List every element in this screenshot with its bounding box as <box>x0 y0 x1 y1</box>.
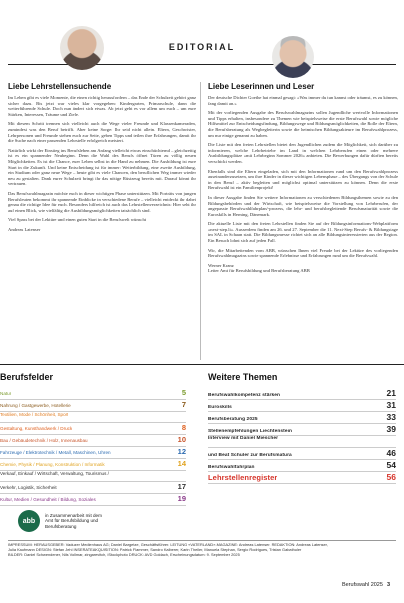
toc-item[interactable]: Fahrzeuge / Elektrotechnik / Metall, Maschinen, Uhren 12 <box>0 447 186 459</box>
editorial-right-paragraph: Die Liste mit den freien Lehrstellen bietet den Jugendlichen zudem die Möglichkeit, sich darüber zu informieren, welche Lehrbetriebe im Land in welchen Lehrberufen einen oder mehrere Ausbildungsplätze «mit Lehrbeginn Sommer 2026» anbieten. Die Bewerbungen dafür dürften bereits verschickt werden. <box>208 142 398 164</box>
editorial-left <box>8 82 196 232</box>
editorial-right-signature-role: Leiter Amt für Berufsbildung und Berufsberatung ABB <box>208 268 310 274</box>
footer-label: Berufswahl 2025 <box>341 582 383 588</box>
column-divider <box>200 82 201 360</box>
toc-item-register[interactable]: Lehrstellenregister 56 <box>208 472 396 482</box>
toc-item[interactable]: Natur 5 <box>0 388 186 400</box>
imprint: IMPRESSUM: HERAUSGEBER: Vaduzer Medienhaus AG; Daniel Bargetze, Geschäftsführer. LEITUNG «VATERLAND»-MAGAZINE: Andreas Latenser. REDAKTION: Andreas Latenser, Julia Kaufmann DESIGN: Stefan Jehl INSERATEAKQUISITION: Patrick Flammer, Sandro Kalberer, Karin Theiler, Manuela Stephan, Sergio Rodrigues, Tristan Gabathuler BILDER: Daniel Schwendener, Nils Vollmar, zingarevitch, iStockphoto DRUCK: AVD Goldach, Erscheinungsdatum: 9. September 2025 <box>8 542 328 557</box>
editorial-left-paragraph: Mit diesem Schritt trennen sich vielleicht auch die Wege vieler Freunde und Klassenkameraden, zumindest was den Beruf betrifft. Aber keine Sorge: Ihr seid nicht allein. Eltern, Geschwister, Lehrpersonen und Freunde stehen euch zur Seite, geben Tipps und teilen ihre Erfahrungen, damit ihr die Suche nach einer passenden Lehrstelle erfolgreich meistert. <box>8 121 196 144</box>
editorial-right-paragraph: In dieser Ausgabe finden Sie weitere Informationen zu verschiedenen Bildungsthemen sowie zu den Bildungsbehörden und der Wirtschaft, wie beispielsweise die Vorstellung von Lehrberufen, der angepasste Berufswahlfahrplan/-prozess, die lehr- und berufsbegleitende Berufsmaturität sowie die Euroskills in Herning, Dänemark. <box>208 194 398 217</box>
toc-item[interactable]: Chemie, Physik / Planung, Konstruktion / Informatik 14 <box>0 459 186 471</box>
toc-item[interactable]: Gestaltung, Kunsthandwerk / Druck 8 <box>0 423 186 435</box>
divider <box>0 364 404 365</box>
editorial-right-paragraph: Die aktuelle Liste mit den freien Lehrstellen finden Sie auf der Bildungsinformations-Webplattform «next-step.li». Ausserdem finden am 26. und 27. September die 11. Next-Step Berufs- & Bildungstage im SAL in Schaan statt. Die Bildungsmesse richtet sich an alle Bildungsinteressierten aus der Region. Ein Besuch lohnt sich auf jeden Fall. <box>208 221 398 244</box>
toc-item[interactable]: und Beat Schuler zur Berufsmatura 46 <box>208 448 396 458</box>
weitere-themen-list <box>208 388 396 484</box>
editorial-left-paragraph: Im Leben gibt es viele Momente, die einen richtig herausfordern – das Ende der Schulzeit gehört ganz sicher dazu. Bis jetzt war vieles klar vorgegeben: Kindergarten, Primarschule, dann die weiterführende Schule. Doch nun ändert sich etwas. Ab jetzt geht es vor allem um euch – um eure Stärken, Interessen, Träume und Ziele. <box>8 95 196 117</box>
berufsfelder-title: Berufsfelder <box>0 372 54 382</box>
editorial-right-heading: Liebe Leserinnen und Leser <box>208 82 315 91</box>
author-photo-werner <box>272 36 314 78</box>
toc-item[interactable]: Verkauf, Einkauf / Wirtschaft, Verwaltung, Tourismus / <box>0 471 186 483</box>
editorial-left-signature: Andreas Latenser <box>8 226 41 232</box>
partner-block <box>18 510 102 532</box>
editorial-right-paragraph: Mit der vorliegenden Ausgabe des Berufswahlmagazins sollen Jugendliche wertvolle Informationen und Tipps erhalten, insbesondere zu Themen wie beispielsweise die erste Berufswahl sowie mögliche Hilfsmittel zur Entscheidungsfindung, Bildungswege und Bildungsmöglichkeiten, die Rolle der Eltern, die Berufsberatung als Wegbegleiterin sowie die heimischen Bildungsakteure im Berufswahlprozess, um nur einige genannt zu haben. <box>208 110 398 138</box>
toc-item[interactable]: Euroskills 31 <box>208 400 396 410</box>
page-title: EDITORIAL <box>168 42 236 52</box>
page-number: 3 <box>386 582 390 588</box>
partner-text: in Zusammenarbeit mit dem Amt für Berufsbildung und Berufsberatung <box>45 512 102 529</box>
toc-item[interactable]: Bau / Gebäudetechnik / Holz, Innenausbau 10 <box>0 435 186 447</box>
editorial-left-paragraph: Das Berufswahlmagazin möchte euch in dieser wichtigen Phase unterstützen. Mit Porträts von jungen Berufsleuten bekommt ihr spannende Einblicke in verschiedene Berufe – vielleicht entdeckt ihr dabei genau die richtige Idee für euch. Besonders hilfreich ist auch das Lehrstellenverzeichnis: Hier seht ihr auf einen Blick, wie vielfältig die Ausbildungsmöglichkeiten tatsächlich sind. <box>8 190 196 213</box>
divider <box>8 540 396 541</box>
toc-item[interactable]: Interview mit Daniel Miescher <box>208 436 396 448</box>
editorial-left-paragraph: Natürlich wirkt der Einstieg ins Berufsleben am Anfang vielleicht etwas einschüchternd – gleichzeitig ist es ein spannender Neubeginn. Denn die Wahl des Berufs öffnet Türen zu völlig neuen Möglichkeiten. Es ist die Chance, euer Leben selbst in die Hand zu nehmen. Die Ausbildung ist eure Start in die Zukunft. Und keine Entscheidung ist für immer: Weiterbildung, eine zweite Ausbildung, ein Studium oder ganz neue Wege – heute gibt es viele Chancen, den beruflichen Weg immer wieder neu zu gestalten. Dank eurer Schulzeit bringt ihr das nötige Rüstzeug bereits mit. Darauf könnt ihr vertrauen. <box>8 147 196 187</box>
editorial-right-signature-name: Werner Kranz <box>208 262 234 268</box>
toc-item[interactable]: Textilien, Mode / Schönheit, Sport <box>0 412 186 424</box>
abb-logo: abb <box>18 510 40 532</box>
editorial-right-paragraph: Der deutsche Dichter Goethe hat einmal gesagt: «Was immer du tun kannst oder träumst, es zu können, fang damit an.» <box>208 95 398 106</box>
toc-item[interactable]: Berufsberatung 2025 33 <box>208 412 396 422</box>
weitere-themen-title: Weitere Themen <box>208 372 278 382</box>
berufsfelder-list <box>0 388 186 506</box>
toc-item[interactable]: Berufswahlfahrplan 54 <box>208 460 396 470</box>
editorial-right-paragraph: Wir, die Mitarbeitenden vom ABB, wünschen Ihnen viel Freude bei der Lektüre des vorliegenden Berufswahlmagazins sowie spannende Erlebnisse und Erfahrungen rund um die Berufswahl. <box>208 247 398 259</box>
editorial-right <box>208 82 398 274</box>
editorial-left-paragraph: Viel Spass bei der Lektüre und einen guten Start in die Berufswelt wünscht <box>8 217 147 223</box>
editorial-right-paragraph: Ebenfalls sind die Eltern eingeladen, sich mit den Informationen rund um den Berufswahlprozess auseinanderzusetzen, um ihre Kinder in dieser wichtigen Lebensphase – des Übergangs von der Schule in den Beruf – aktiv begleiten und möglichst optimal unterstützen zu können. Denn die erste Berufswahl ist ein Familienprojekt! <box>208 168 398 191</box>
editorial-left-heading: Liebe Lehrstellensuchende <box>8 82 112 91</box>
author-photo-andreas <box>60 26 104 70</box>
toc-item[interactable]: Berufswahlkompetenz stärken 21 <box>208 388 396 398</box>
toc-item[interactable]: Nahrung / Gastgewerbe, Hotellerie 7 <box>0 400 186 412</box>
toc-item[interactable]: Kultur, Medien / Gesundheit / Bildung, Soziales 19 <box>0 494 186 506</box>
toc-item[interactable]: Stellenempfehlungen Liechtenstein 39 <box>208 424 396 434</box>
toc-item[interactable]: Verkehr, Logistik, Sicherheit 17 <box>0 482 186 494</box>
page-footer <box>342 582 390 588</box>
